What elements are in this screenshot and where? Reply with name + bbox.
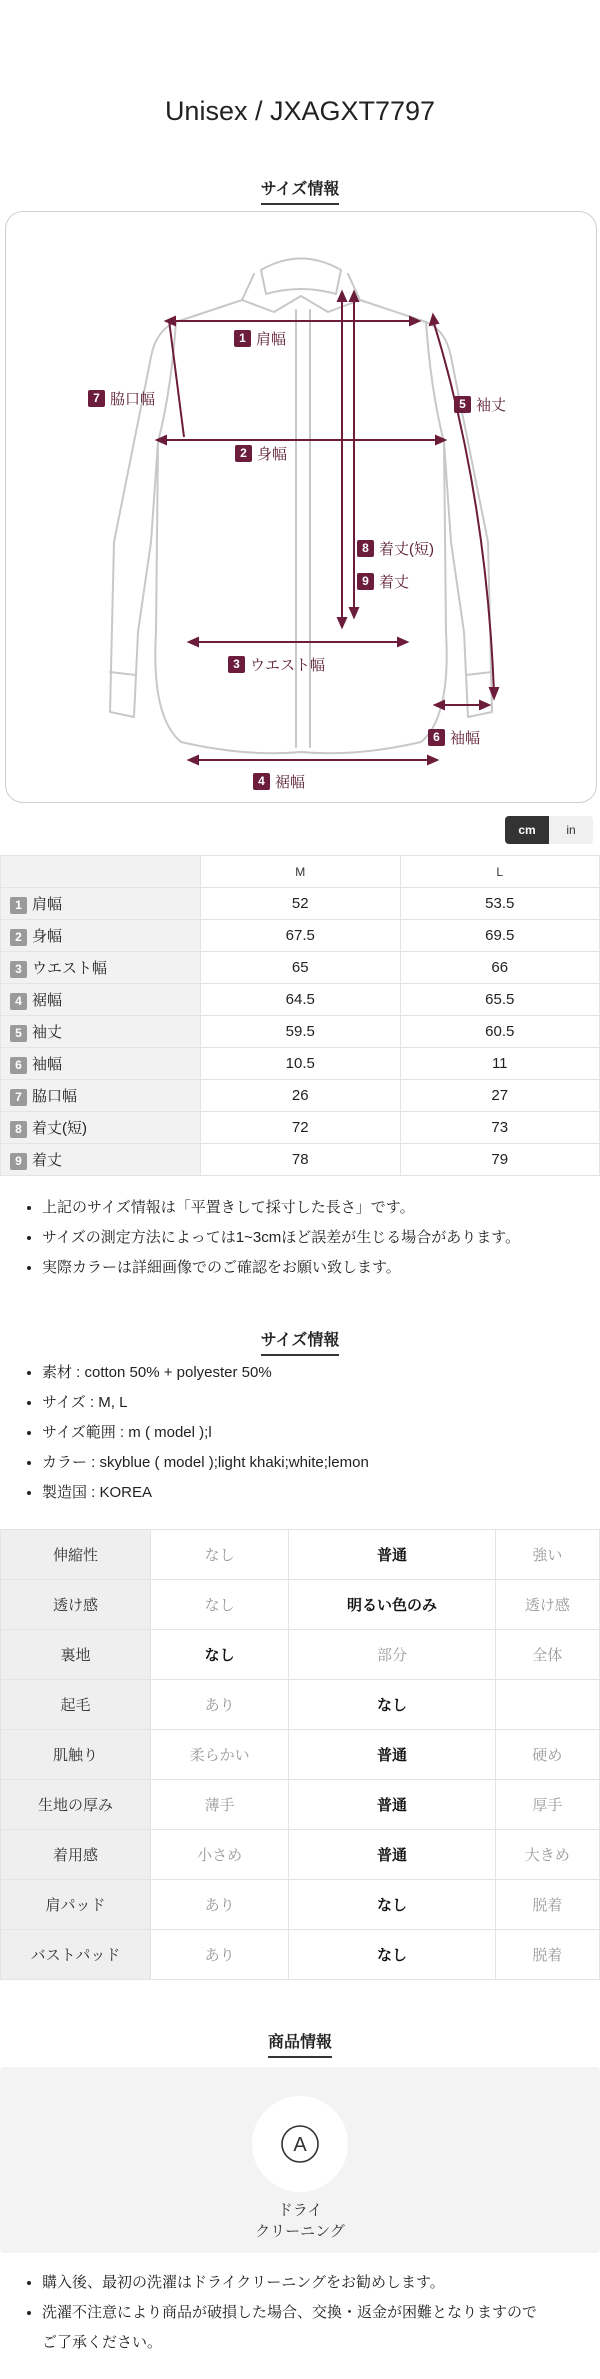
attr-option	[495, 1680, 599, 1730]
unit-toggle	[505, 816, 593, 844]
size-notes	[0, 1193, 520, 1283]
cell-l: 73	[400, 1112, 600, 1144]
table-row	[1, 920, 600, 952]
size-header-l: L	[400, 856, 600, 888]
cell-l: 66	[400, 952, 600, 984]
diagram-label-cuff-width: 6 袖幅	[428, 727, 480, 748]
care-icon-circle	[252, 2096, 348, 2192]
list-item: • サイズ : M, L	[42, 1388, 369, 1418]
attr-option-selected: 普通	[289, 1780, 495, 1830]
row-number: 3	[10, 961, 27, 978]
attr-option: 硬め	[495, 1730, 599, 1780]
row-number: 5	[10, 1025, 27, 1042]
row-label: ウエスト幅	[32, 960, 108, 977]
care-icon-letter: A	[293, 2134, 307, 2156]
cell-m: 26	[201, 1080, 401, 1112]
table-row	[1, 1580, 600, 1630]
size-table-header	[1, 856, 600, 888]
attr-option-selected: 明るい色のみ	[289, 1580, 495, 1630]
diagram-label-length-short: 8 着丈(短)	[357, 538, 434, 559]
row-label: 裾幅	[32, 992, 63, 1009]
shirt-illustration	[6, 212, 596, 802]
attr-option: 強い	[495, 1530, 599, 1580]
cell-m: 52	[201, 888, 401, 920]
list-item: • 実際カラーは詳細画像でのご確認をお願い致します。	[42, 1253, 520, 1283]
list-item: • 上記のサイズ情報は「平置きして採寸した長さ」です。	[42, 1193, 520, 1223]
attr-label: 透け感	[1, 1580, 151, 1630]
measurement-diagram	[5, 211, 597, 803]
cell-l: 27	[400, 1080, 600, 1112]
diagram-label-hem: 4 裾幅	[253, 771, 305, 792]
table-row	[1, 1080, 600, 1112]
list-item: • 素材 : cotton 50% + polyester 50%	[42, 1358, 369, 1388]
row-label: 着丈	[32, 1152, 63, 1169]
size-table-corner	[1, 856, 201, 888]
table-row	[1, 1880, 600, 1930]
attr-option-selected: なし	[151, 1630, 289, 1680]
attr-label: 肩パッド	[1, 1880, 151, 1930]
diagram-label-chest: 2 身幅	[235, 443, 287, 464]
attr-option: 柔らかい	[151, 1730, 289, 1780]
unit-in-button[interactable]: in	[566, 823, 576, 837]
list-item: • 購入後、最初の洗濯はドライクリーニングをお勧めします。	[42, 2268, 537, 2298]
table-row	[1, 1016, 600, 1048]
table-row	[1, 1144, 600, 1176]
cell-m: 10.5	[201, 1048, 401, 1080]
attr-option: 脱着	[495, 1880, 599, 1930]
cell-m: 65	[201, 952, 401, 984]
fabric-attributes-table	[0, 1529, 600, 1980]
row-label: 着丈(短)	[32, 1120, 87, 1137]
cell-l: 79	[400, 1144, 600, 1176]
attr-option-selected: 普通	[289, 1730, 495, 1780]
product-info-title: 商品情報	[0, 2029, 600, 2058]
table-row	[1, 1930, 600, 1980]
attr-option-selected: 普通	[289, 1530, 495, 1580]
list-item: • サイズの測定方法によっては1~3cmほど誤差が生じる場合があります。	[42, 1223, 520, 1253]
size-section-title: サイズ情報	[0, 176, 600, 205]
attr-option: 部分	[289, 1630, 495, 1680]
attr-option-selected: なし	[289, 1680, 495, 1730]
attr-option: 脱着	[495, 1930, 599, 1980]
attr-label: バストパッド	[1, 1930, 151, 1980]
list-item: • カラー : skyblue ( model );light khaki;white;lemon	[42, 1448, 369, 1478]
attr-option: 厚手	[495, 1780, 599, 1830]
attr-option: なし	[151, 1580, 289, 1630]
attr-option: 大きめ	[495, 1830, 599, 1880]
table-row	[1, 952, 600, 984]
table-row	[1, 1680, 600, 1730]
info-section-title: サイズ情報	[0, 1327, 600, 1356]
attr-label: 起毛	[1, 1680, 151, 1730]
row-label: 袖丈	[32, 1024, 63, 1041]
table-row	[1, 1630, 600, 1680]
cell-l: 60.5	[400, 1016, 600, 1048]
cell-l: 11	[400, 1048, 600, 1080]
care-notes	[0, 2268, 537, 2358]
table-row	[1, 1730, 600, 1780]
attr-label: 肌触り	[1, 1730, 151, 1780]
attr-label: 着用感	[1, 1830, 151, 1880]
list-item: • 製造国 : KOREA	[42, 1478, 369, 1508]
attr-label: 伸縮性	[1, 1530, 151, 1580]
attr-option: 薄手	[151, 1780, 289, 1830]
table-row	[1, 888, 600, 920]
diagram-label-length: 9 着丈	[357, 571, 409, 592]
row-label: 袖幅	[32, 1056, 63, 1073]
cell-l: 65.5	[400, 984, 600, 1016]
diagram-label-sleeve-length: 5 袖丈	[454, 394, 506, 415]
table-row	[1, 984, 600, 1016]
list-item: • サイズ範囲 : m ( model );l	[42, 1418, 369, 1448]
row-label: 身幅	[32, 928, 63, 945]
list-item: • 洗濯不注意により商品が破損した場合、交換・返金が困難となりますので ご了承ください。	[42, 2298, 537, 2358]
attr-option: あり	[151, 1930, 289, 1980]
row-label: 脇口幅	[32, 1088, 78, 1105]
row-number: 7	[10, 1089, 27, 1106]
attr-option-selected: 普通	[289, 1830, 495, 1880]
cell-m: 67.5	[201, 920, 401, 952]
attr-option: 透け感	[495, 1580, 599, 1630]
diagram-label-waist: 3 ウエスト幅	[228, 654, 325, 675]
attr-option-selected: なし	[289, 1880, 495, 1930]
product-title: Unisex / JXAGXT7797	[164, 96, 436, 126]
row-number: 2	[10, 929, 27, 946]
unit-cm-button[interactable]: cm	[505, 816, 549, 844]
attr-option: なし	[151, 1530, 289, 1580]
table-row	[1, 1530, 600, 1580]
row-number: 4	[10, 993, 27, 1010]
cell-m: 59.5	[201, 1016, 401, 1048]
row-number: 8	[10, 1121, 27, 1138]
cell-m: 72	[201, 1112, 401, 1144]
table-row	[1, 1112, 600, 1144]
cell-m: 78	[201, 1144, 401, 1176]
diagram-label-shoulder: 1 肩幅	[234, 328, 286, 349]
cell-m: 64.5	[201, 984, 401, 1016]
attr-option: あり	[151, 1880, 289, 1930]
care-label: ドライ クリーニング	[255, 2202, 345, 2240]
table-row	[1, 1780, 600, 1830]
row-number: 1	[10, 897, 27, 914]
row-number: 6	[10, 1057, 27, 1074]
table-row	[1, 1048, 600, 1080]
cell-l: 53.5	[400, 888, 600, 920]
attr-label: 裏地	[1, 1630, 151, 1680]
attr-option: あり	[151, 1680, 289, 1730]
dry-clean-icon	[252, 2096, 348, 2192]
size-table	[0, 855, 600, 1176]
table-row	[1, 1830, 600, 1880]
row-number: 9	[10, 1153, 27, 1170]
attr-option: 小さめ	[151, 1830, 289, 1880]
cell-l: 69.5	[400, 920, 600, 952]
size-header-m: M	[201, 856, 401, 888]
diagram-label-armhole: 7 脇口幅	[88, 388, 155, 409]
product-spec-list	[0, 1358, 369, 1508]
attr-label: 生地の厚み	[1, 1780, 151, 1830]
row-label: 肩幅	[32, 896, 63, 913]
attr-option: 全体	[495, 1630, 599, 1680]
attr-option-selected: なし	[289, 1930, 495, 1980]
